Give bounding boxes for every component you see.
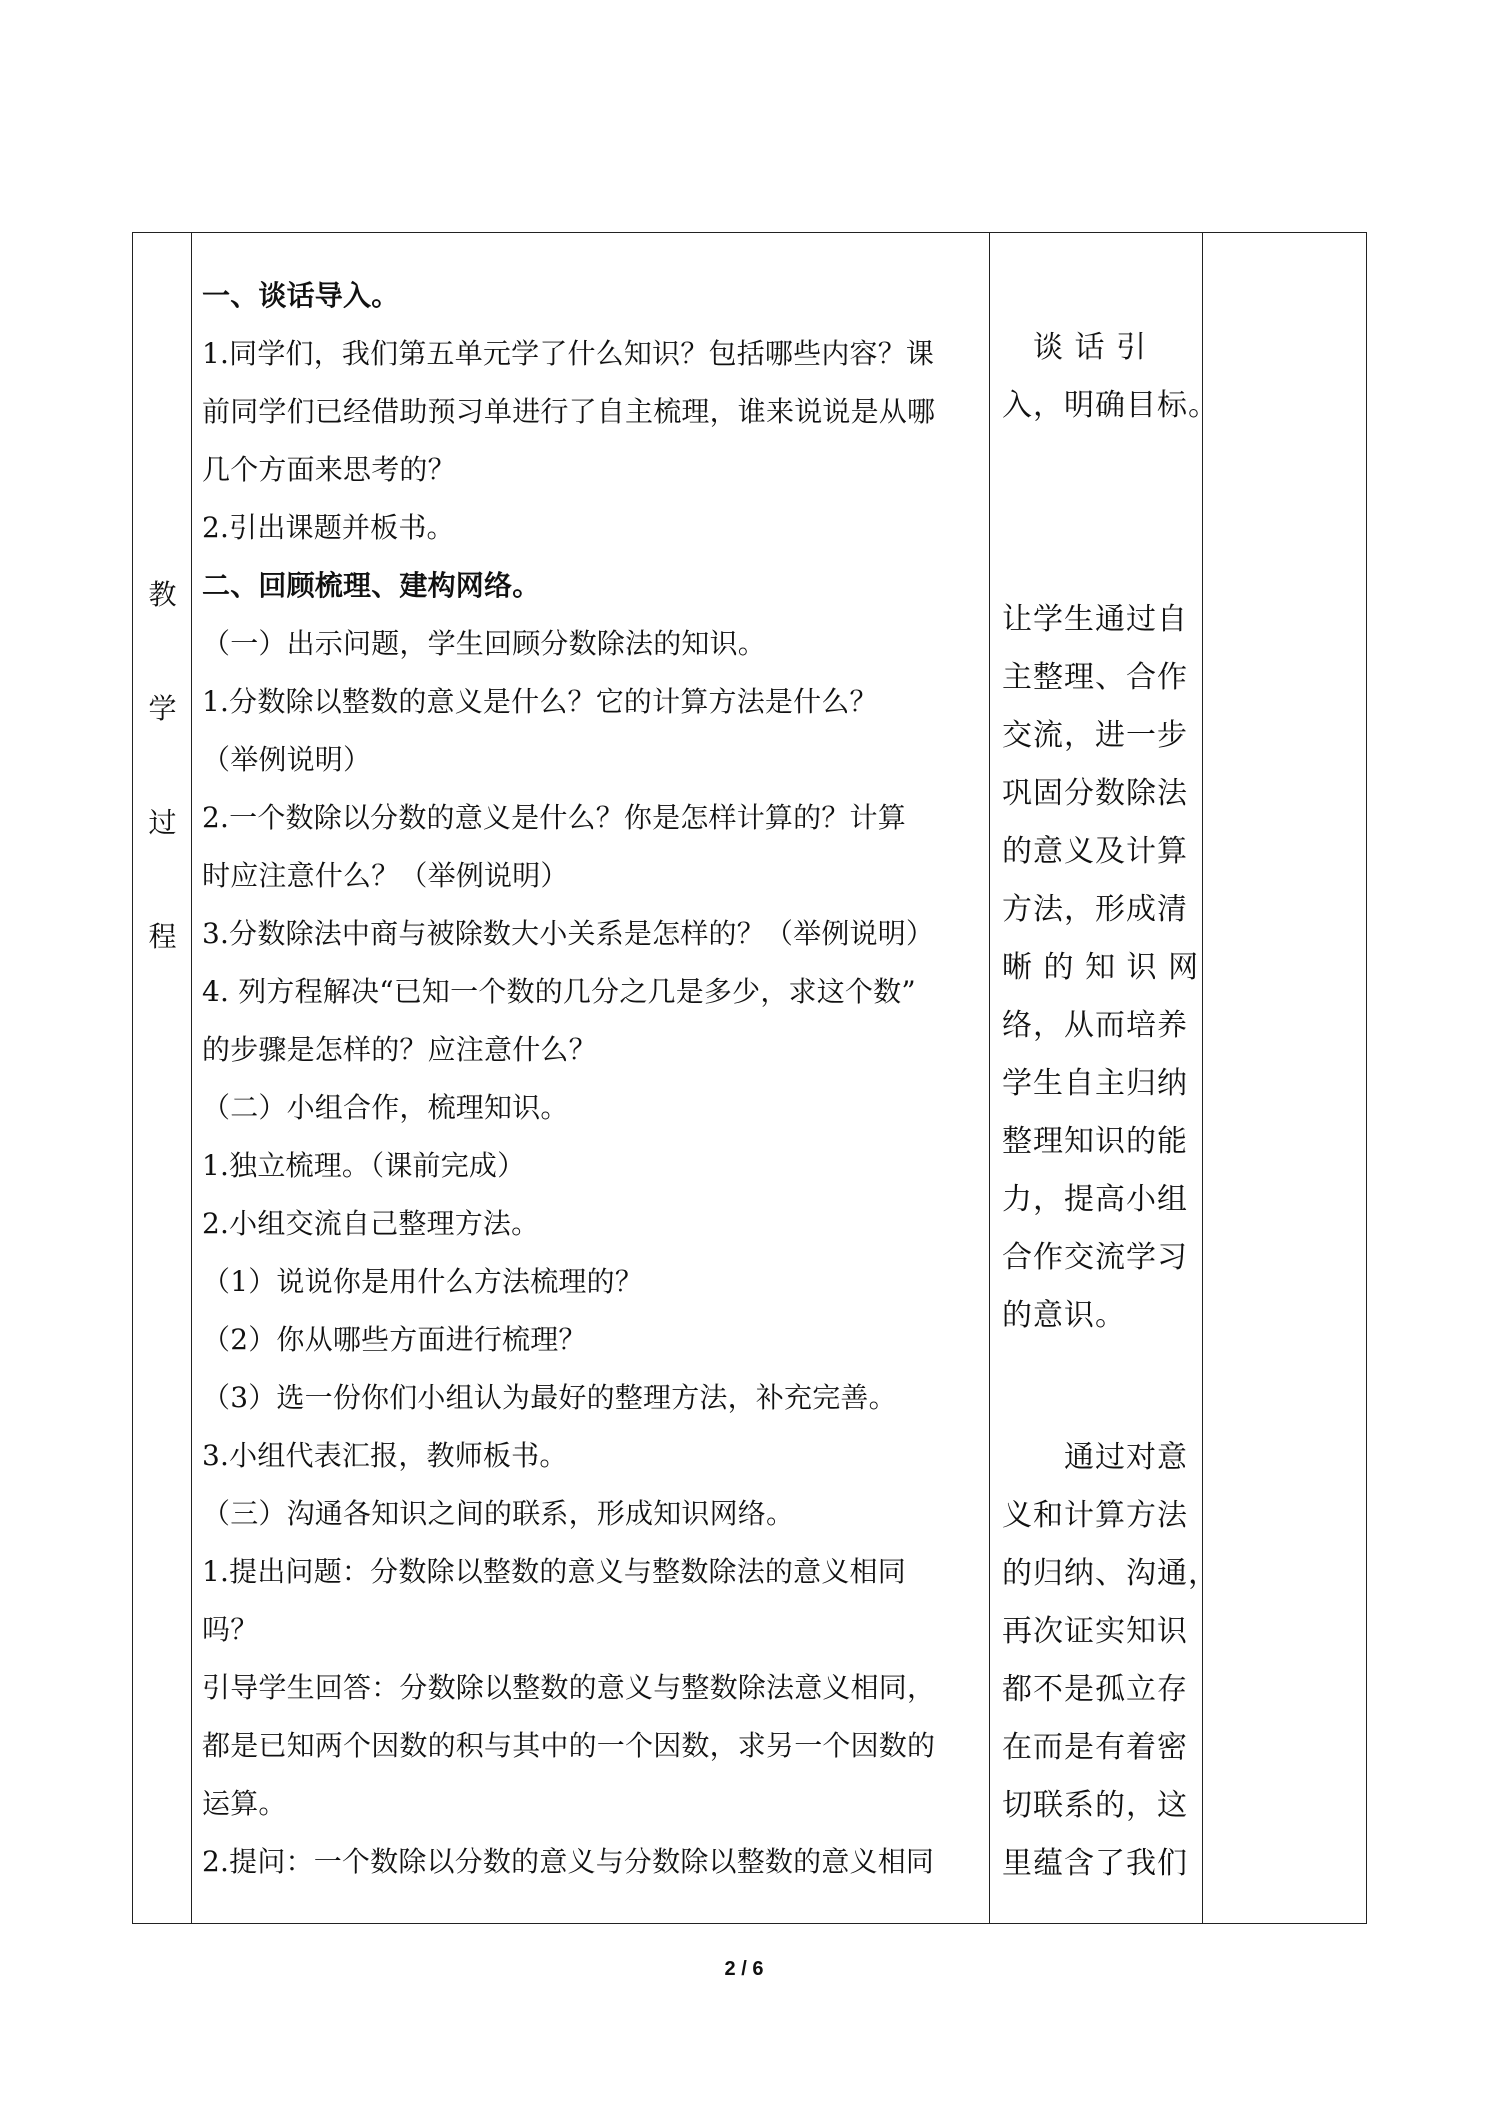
design-note (1002, 1429, 1219, 1893)
stage-char: 学 (148, 692, 177, 725)
content-line: 前同学们已经借助预习单进行了自主梳理，谁来说说是从哪 (202, 395, 936, 428)
content-line: 4. 列方程解决“已知一个数的几分之几是多少，求这个数” (202, 975, 916, 1008)
content-line: 1.提出问题：分数除以整数的意义与整数除法的意义相同 (202, 1555, 906, 1588)
stage-char: 程 (148, 920, 177, 953)
content-line: 3.小组代表汇报，教师板书。 (202, 1439, 568, 1472)
note-line: 力，提高小组 (1002, 1182, 1188, 1217)
content-line: （举例说明） (202, 743, 372, 776)
page-number: 2 / 6 (724, 1958, 764, 1980)
content-line: 运算。 (202, 1787, 287, 1820)
note-line: 切联系的，这 (1002, 1788, 1188, 1823)
content-line: 都是已知两个因数的积与其中的一个因数，求另一个因数的 (202, 1729, 936, 1762)
note-line: 学生自主归纳 (1002, 1066, 1188, 1101)
section-heading: 一、谈话导入。 (202, 279, 400, 312)
stage-char: 教 (148, 578, 177, 611)
note-line: 巩固分数除法 (1002, 776, 1188, 811)
content-line: 1.独立梳理。（课前完成） (202, 1149, 526, 1182)
content-line: 1.同学们，我们第五单元学了什么知识？包括哪些内容？课 (202, 337, 935, 370)
note-line: 再次证实知识 (1002, 1614, 1188, 1649)
content-line: 2.一个数除以分数的意义是什么？你是怎样计算的？计算 (202, 801, 906, 834)
empty-cell (1203, 233, 1367, 1924)
note-line: 谈 话 引 (1002, 330, 1148, 365)
note-line: 都不是孤立存 (1002, 1672, 1188, 1707)
content-line: 2.引出课题并板书。 (202, 511, 455, 544)
lesson-plan-table (132, 232, 1367, 1924)
content-line: 2.提问：一个数除以分数的意义与分数除以整数的意义相同 (202, 1845, 935, 1878)
design-notes-cell (990, 233, 1219, 1924)
content-line: 1.分数除以整数的意义是什么？它的计算方法是什么？ (202, 685, 878, 718)
content-line: （1）说说你是用什么方法梳理的？ (202, 1265, 644, 1298)
content-line: （三）沟通各知识之间的联系，形成知识网络。 (202, 1497, 795, 1530)
note-line: 主整理、合作 (1002, 660, 1188, 695)
content-line: （2）你从哪些方面进行梳理？ (202, 1323, 587, 1356)
note-line: 入，明确目标。 (1002, 388, 1219, 423)
stage-cell (133, 233, 192, 1924)
note-line: 整理知识的能 (1002, 1124, 1188, 1159)
note-line: 的意义及计算 (1002, 834, 1188, 869)
content-line: 2.小组交流自己整理方法。 (202, 1207, 540, 1240)
stage-char: 过 (148, 806, 177, 839)
note-line: 合作交流学习 (1002, 1240, 1188, 1275)
content-line: 时应注意什么？（举例说明） (202, 859, 569, 892)
content-line: （二）小组合作，梳理知识。 (202, 1091, 569, 1124)
note-line: 里蕴含了我们 (1002, 1846, 1188, 1881)
section-heading: 二、回顾梳理、建构网络。 (202, 569, 541, 602)
note-line: 络，从而培养 (1002, 1008, 1188, 1043)
note-line: 交流，进一步 (1002, 718, 1188, 753)
note-line: 方法，形成清 (1002, 892, 1188, 927)
design-note (1002, 591, 1200, 1345)
note-line: 晰 的 知 识 网 (1002, 950, 1200, 985)
note-line: 的意识。 (1002, 1298, 1126, 1333)
lesson-content (192, 233, 989, 1891)
content-line: 引导学生回答：分数除以整数的意义与整数除法意义相同， (202, 1671, 936, 1704)
content-line: （3）选一份你们小组认为最好的整理方法，补充完善。 (202, 1381, 897, 1414)
content-line: 的步骤是怎样的？应注意什么？ (202, 1033, 597, 1066)
note-line: 通过对意 (1002, 1440, 1188, 1475)
content-line: 几个方面来思考的？ (202, 453, 456, 486)
content-line: 吗？ (202, 1613, 259, 1646)
note-line: 的归纳、沟通， (1002, 1556, 1219, 1591)
content-cell (192, 233, 990, 1924)
note-line: 义和计算方法 (1002, 1498, 1188, 1533)
note-line: 让学生通过自 (1002, 602, 1188, 637)
content-line: 3.分数除法中商与被除数大小关系是怎样的？（举例说明） (202, 917, 935, 950)
content-line: （一）出示问题，学生回顾分数除法的知识。 (202, 627, 767, 660)
note-line: 在而是有着密 (1002, 1730, 1188, 1765)
design-note (1002, 319, 1219, 435)
